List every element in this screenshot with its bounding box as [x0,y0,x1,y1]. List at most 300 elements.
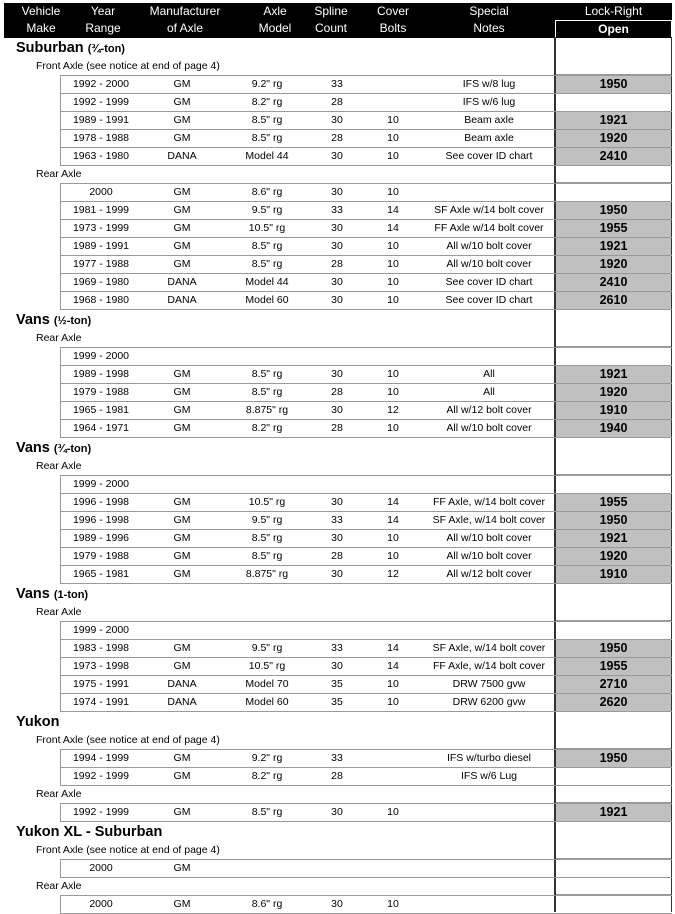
cell-cover-bolts: 10 [387,678,399,690]
header-line1: Special [469,4,509,18]
axle-label: Front Axle (see notice at end of page 4) [0,732,675,749]
cell-manufacturer: GM [173,514,191,526]
table-row [60,274,672,292]
cell-spline-count: 30 [331,240,343,252]
header-vehicle-make [8,3,74,38]
cell-spline-count: 30 [331,186,343,198]
cell-cover-bolts: 10 [387,150,399,162]
table-row [60,76,672,94]
cell-special-notes: IFS w/8 lug [462,78,516,90]
cell-special-notes: SF Axle, w/14 bolt cover [432,514,546,526]
cell-cover-bolts: 14 [387,660,399,672]
cell-manufacturer: GM [173,770,191,782]
cell-lock-right-part: 2410 [556,148,671,165]
cell-special-notes: All w/10 bolt cover [446,550,532,562]
cell-year-range: 2000 [89,186,113,198]
cell-manufacturer: GM [173,806,191,818]
cell-spline-count: 28 [331,386,343,398]
cell-lock-right-part: 1950 [556,76,671,93]
cell-lock-right-part: 1950 [556,512,671,529]
axle-rows [60,347,672,438]
table-row [60,750,672,768]
vehicle-name: Vans [16,586,50,602]
cell-special-notes: All w/12 bolt cover [446,404,532,416]
cell-axle-model: Model 60 [245,696,289,708]
cell-year-range: 1992 - 1999 [72,96,130,108]
vehicle-name: Vans [16,440,50,456]
cell-special-notes: See cover ID chart [445,294,533,306]
table-row [60,202,672,220]
cell-year-range: 1992 - 1999 [72,806,130,818]
cell-special-notes: FF Axle, w/14 bolt cover [432,660,546,672]
cell-lock-right-part: 2620 [556,694,671,711]
cell-axle-model [222,860,312,877]
cell-axle-model: 8.5" rg [251,240,283,252]
cell-year-range: 1992 - 2000 [72,78,130,90]
cell-special-notes: DRW 7500 gvw [452,678,526,690]
cell-lock-right-part: 2610 [556,292,671,309]
cell-special-notes: All w/10 bolt cover [446,532,532,544]
header-line1: Cover [376,4,409,18]
cell-axle-model: Model 44 [245,150,289,162]
cell-spline-count [312,622,362,639]
cell-special-notes: Beam axle [464,114,514,126]
table-row [60,384,672,402]
cell-year-range: 1977 - 1988 [72,258,130,270]
cell-manufacturer: GM [173,550,191,562]
cell-manufacturer: GM [173,752,191,764]
axle-label: Rear Axle [0,458,675,475]
cell-year-range: 1975 - 1991 [72,678,130,690]
vehicle-tonnage: (¾-ton) [87,43,125,55]
cell-axle-model: 8.5" rg [251,368,283,380]
cell-lock-right-part: 1950 [556,750,671,767]
cell-year-range: 1983 - 1998 [72,642,130,654]
cell-year-range: 1965 - 1981 [72,568,130,580]
cell-cover-bolts: 10 [387,696,399,708]
cell-cover-bolts [362,860,424,877]
cell-manufacturer: GM [173,240,191,252]
cell-lock-right-part: 1920 [556,130,671,147]
cell-special-notes: Beam axle [464,132,514,144]
cell-manufacturer: GM [173,368,191,380]
cell-cover-bolts [362,476,424,493]
cell-manufacturer: GM [173,222,191,234]
cell-special-notes [424,476,554,493]
cell-lock-right-part: 1921 [556,366,671,383]
vehicle-heading [0,712,675,732]
vehicle-heading [0,822,675,842]
table-row [60,804,672,822]
cell-special-notes: See cover ID chart [445,150,533,162]
cell-lock-right-part [556,94,671,111]
cell-special-notes: All w/10 bolt cover [446,422,532,434]
table-row [60,768,672,786]
cell-manufacturer: DANA [167,678,197,690]
cell-lock-right-part: 1910 [556,566,671,583]
vehicle-tonnage: (¾-ton) [53,443,92,455]
header-line1: Year [90,4,116,18]
cell-year-range: 1999 - 2000 [72,624,130,636]
cell-special-notes: See cover ID chart [445,276,533,288]
cell-manufacturer: GM [173,496,191,508]
cell-cover-bolts: 14 [387,496,399,508]
cell-axle-model: 8.5" rg [251,114,283,126]
table-row [60,896,672,914]
cell-manufacturer: DANA [167,276,197,288]
cell-spline-count: 30 [331,404,343,416]
axle-rows [60,749,672,786]
application-table [0,38,675,914]
cell-year-range: 1968 - 1980 [72,294,130,306]
cell-lock-right-part: 2410 [556,274,671,291]
cell-year-range: 1979 - 1988 [72,386,130,398]
cell-special-notes: DRW 6200 gvw [452,696,526,708]
header-line2: Count [314,21,348,35]
axle-rows [60,621,672,712]
cell-axle-model: 9.2" rg [251,78,283,90]
cell-cover-bolts: 10 [387,806,399,818]
table-row [60,94,672,112]
cell-cover-bolts: 10 [387,386,399,398]
cell-axle-model: 9.5" rg [251,204,283,216]
header-manufacturer [140,3,230,38]
cell-lock-right-part: 1920 [556,548,671,565]
cell-axle-model: 8.2" rg [251,96,283,108]
axle-label: Front Axle (see notice at end of page 4) [0,842,675,859]
cell-cover-bolts: 10 [387,550,399,562]
table-row [60,256,672,274]
cell-lock-right-part: 1921 [556,238,671,255]
cell-special-notes [424,184,554,201]
cell-lock-right-part: 1955 [556,220,671,237]
cell-year-range: 1989 - 1991 [72,240,130,252]
cell-special-notes [424,348,554,365]
cell-manufacturer: GM [173,568,191,580]
axle-rows [60,475,672,584]
cell-cover-bolts [362,622,424,639]
cell-spline-count: 33 [331,78,343,90]
cell-spline-count: 30 [331,294,343,306]
cell-year-range: 1981 - 1999 [72,204,130,216]
table-row [60,622,672,640]
cell-lock-right-part: 1910 [556,402,671,419]
vehicle-heading [0,310,675,330]
cell-year-range: 1973 - 1998 [72,660,130,672]
cell-manufacturer: DANA [167,150,197,162]
vehicle-name: Yukon XL - Suburban [16,824,163,840]
table-row [60,292,672,310]
cell-cover-bolts: 14 [387,222,399,234]
cell-lock-right-part: 1920 [556,256,671,273]
table-row [60,348,672,366]
cell-axle-model: 8.5" rg [251,806,283,818]
cell-lock-right-part [556,860,671,877]
cell-lock-right-part: 2710 [556,676,671,693]
cell-axle-model: 8.6" rg [251,898,283,910]
cell-manufacturer: DANA [167,294,197,306]
cell-year-range: 1989 - 1991 [72,114,130,126]
cell-axle-model: 9.2" rg [251,752,283,764]
header-line2: of Axle [166,21,204,35]
cell-spline-count: 28 [331,550,343,562]
cell-spline-count [312,860,362,877]
vehicle-name: Yukon [16,714,60,730]
cell-cover-bolts: 10 [387,132,399,144]
header-line1: Axle [263,4,287,18]
cell-lock-right-part [556,622,671,639]
table-row [60,676,672,694]
cell-spline-count: 28 [331,770,343,782]
header-line1: Vehicle [21,4,61,18]
cell-axle-model: 8.5" rg [251,550,283,562]
cell-axle-model: 8.5" rg [251,132,283,144]
cell-axle-model [222,622,312,639]
axle-rows [60,859,672,878]
header-spline-count [306,3,356,38]
cell-special-notes: FF Axle, w/14 bolt cover [432,496,546,508]
cell-manufacturer [142,476,222,493]
cell-spline-count: 30 [331,276,343,288]
cell-axle-model: 8.2" rg [251,422,283,434]
header-open: Open [555,20,672,37]
cell-cover-bolts: 14 [387,642,399,654]
cell-cover-bolts [362,94,424,111]
table-row [60,548,672,566]
cell-year-range: 2000 [89,898,113,910]
cell-special-notes: All w/10 bolt cover [446,240,532,252]
header-cover-bolts [362,3,424,38]
vehicle-heading [0,584,675,604]
cell-year-range: 1996 - 1998 [72,496,130,508]
vehicle-section [0,822,675,914]
cell-spline-count: 28 [331,96,343,108]
cell-lock-right-part [556,896,671,913]
cell-lock-right-part [556,348,671,365]
table-row [60,860,672,878]
table-row [60,476,672,494]
cell-manufacturer: GM [173,862,191,874]
cell-cover-bolts: 14 [387,204,399,216]
cell-lock-right-part: 1921 [556,530,671,547]
cell-spline-count: 30 [331,898,343,910]
cell-special-notes: All [483,386,495,398]
table-row [60,184,672,202]
vehicle-section [0,38,675,310]
cell-spline-count: 33 [331,642,343,654]
cell-axle-model: 10.5" rg [248,660,286,672]
cell-spline-count: 30 [331,806,343,818]
cell-cover-bolts: 10 [387,898,399,910]
cell-axle-model: Model 44 [245,276,289,288]
cell-spline-count: 30 [331,568,343,580]
table-row [60,694,672,712]
cell-manufacturer: GM [173,132,191,144]
cell-lock-right-part: 1940 [556,420,671,437]
cell-manufacturer: GM [173,114,191,126]
cell-manufacturer: GM [173,532,191,544]
cell-manufacturer: DANA [167,696,197,708]
vehicle-tonnage: (½-ton) [53,315,92,327]
cell-manufacturer [142,348,222,365]
axle-label: Rear Axle [0,878,675,895]
axle-label: Rear Axle [0,786,675,803]
cell-lock-right-part: 1921 [556,112,671,129]
cell-lock-right-part: 1920 [556,384,671,401]
cell-special-notes [424,860,554,877]
table-row [60,640,672,658]
axle-label: Rear Axle [0,604,675,621]
cell-year-range: 1994 - 1999 [72,752,130,764]
header-line2: Bolts [379,21,407,35]
cell-year-range: 2000 [89,862,113,874]
cell-year-range: 1973 - 1999 [72,222,130,234]
cell-year-range: 1999 - 2000 [72,350,130,362]
cell-special-notes: IFS w/turbo diesel [446,752,532,764]
cell-spline-count: 30 [331,150,343,162]
cell-cover-bolts: 10 [387,114,399,126]
cell-axle-model [222,476,312,493]
cell-lock-right-part [556,476,671,493]
cell-cover-bolts: 10 [387,532,399,544]
cell-spline-count [312,348,362,365]
axle-label: Rear Axle [0,166,675,183]
cell-cover-bolts: 12 [387,404,399,416]
cell-cover-bolts: 10 [387,276,399,288]
cell-special-notes: All w/10 bolt cover [446,258,532,270]
cell-axle-model: 8.5" rg [251,258,283,270]
vehicle-section [0,712,675,822]
table-row [60,566,672,584]
table-row [60,512,672,530]
cell-spline-count: 33 [331,514,343,526]
cell-year-range: 1974 - 1991 [72,696,130,708]
cell-year-range: 1969 - 1980 [72,276,130,288]
cell-manufacturer: GM [173,898,191,910]
cell-axle-model: 10.5" rg [248,496,286,508]
axle-label: Front Axle (see notice at end of page 4) [0,58,675,75]
cell-axle-model: 10.5" rg [248,222,286,234]
cell-spline-count: 30 [331,496,343,508]
cell-spline-count: 30 [331,368,343,380]
table-row [60,238,672,256]
cell-spline-count: 28 [331,132,343,144]
cell-year-range: 1992 - 1999 [72,770,130,782]
cell-manufacturer: GM [173,386,191,398]
cell-cover-bolts: 10 [387,186,399,198]
vehicle-heading [0,38,675,58]
cell-cover-bolts: 14 [387,514,399,526]
cell-year-range: 1989 - 1996 [72,532,130,544]
vehicle-tonnage: (1-ton) [53,589,89,601]
cell-special-notes: FF Axle w/14 bolt cover [434,222,544,234]
cell-special-notes: All w/12 bolt cover [446,568,532,580]
cell-year-range: 1978 - 1988 [72,132,130,144]
table-row [60,220,672,238]
cell-manufacturer: GM [173,422,191,434]
cell-cover-bolts: 10 [387,240,399,252]
vehicle-section [0,438,675,584]
cell-axle-model [222,348,312,365]
table-row [60,402,672,420]
cell-cover-bolts [362,76,424,93]
cell-axle-model: 9.5" rg [251,642,283,654]
cell-manufacturer: GM [173,660,191,672]
header-line2: Notes [473,21,505,35]
cell-spline-count: 28 [331,258,343,270]
cell-special-notes [424,622,554,639]
cell-year-range: 1965 - 1981 [72,404,130,416]
axle-rows [60,895,672,914]
cell-special-notes [424,896,554,913]
header-line2: Range [85,21,121,35]
header-line2: Make [26,21,56,35]
cell-manufacturer: GM [173,404,191,416]
cell-manufacturer: GM [173,258,191,270]
table-row [60,366,672,384]
cell-spline-count: 30 [331,114,343,126]
cell-special-notes: All [483,368,495,380]
cell-special-notes [424,804,554,821]
cell-lock-right-part: 1955 [556,494,671,511]
cell-spline-count: 33 [331,204,343,216]
vehicle-section [0,584,675,712]
cell-manufacturer [142,622,222,639]
table-row [60,658,672,676]
header-special-notes [424,3,554,38]
table-row [60,148,672,166]
axle-rows [60,75,672,166]
axle-label: Rear Axle [0,330,675,347]
vehicle-heading [0,438,675,458]
cell-year-range: 1979 - 1988 [72,550,130,562]
cell-lock-right-part [556,768,671,785]
cell-spline-count: 30 [331,660,343,672]
cell-manufacturer: GM [173,642,191,654]
table-row [60,112,672,130]
cell-axle-model: 8.5" rg [251,386,283,398]
cell-axle-model: 8.2" rg [251,770,283,782]
cell-axle-model: 8.5" rg [251,532,283,544]
cell-axle-model: 9.5" rg [251,514,283,526]
cell-cover-bolts: 10 [387,368,399,380]
cell-spline-count: 35 [331,678,343,690]
cell-spline-count: 30 [331,532,343,544]
cell-axle-model: Model 60 [245,294,289,306]
cell-axle-model: 8.6" rg [251,186,283,198]
cell-lock-right-part [556,184,671,201]
cell-lock-right-part: 1950 [556,202,671,219]
cell-year-range: 1999 - 2000 [72,478,130,490]
cell-lock-right-part: 1950 [556,640,671,657]
cell-axle-model: Model 70 [245,678,289,690]
header-line2: Model [258,21,292,35]
cell-year-range: 1964 - 1971 [72,422,130,434]
axle-rows [60,183,672,310]
cell-axle-model: 8.875" rg [245,568,289,580]
axle-rows [60,803,672,822]
cell-special-notes: IFS w/6 Lug [460,770,518,782]
cell-axle-model: 8.875" rg [245,404,289,416]
vehicle-section [0,310,675,438]
cell-special-notes: IFS w/6 lug [462,96,516,108]
cell-manufacturer: GM [173,204,191,216]
cell-cover-bolts: 12 [387,568,399,580]
cell-special-notes: SF Axle, w/14 bolt cover [432,642,546,654]
cell-year-range: 1989 - 1998 [72,368,130,380]
cell-spline-count: 30 [331,222,343,234]
vehicle-name: Vans [16,312,50,328]
